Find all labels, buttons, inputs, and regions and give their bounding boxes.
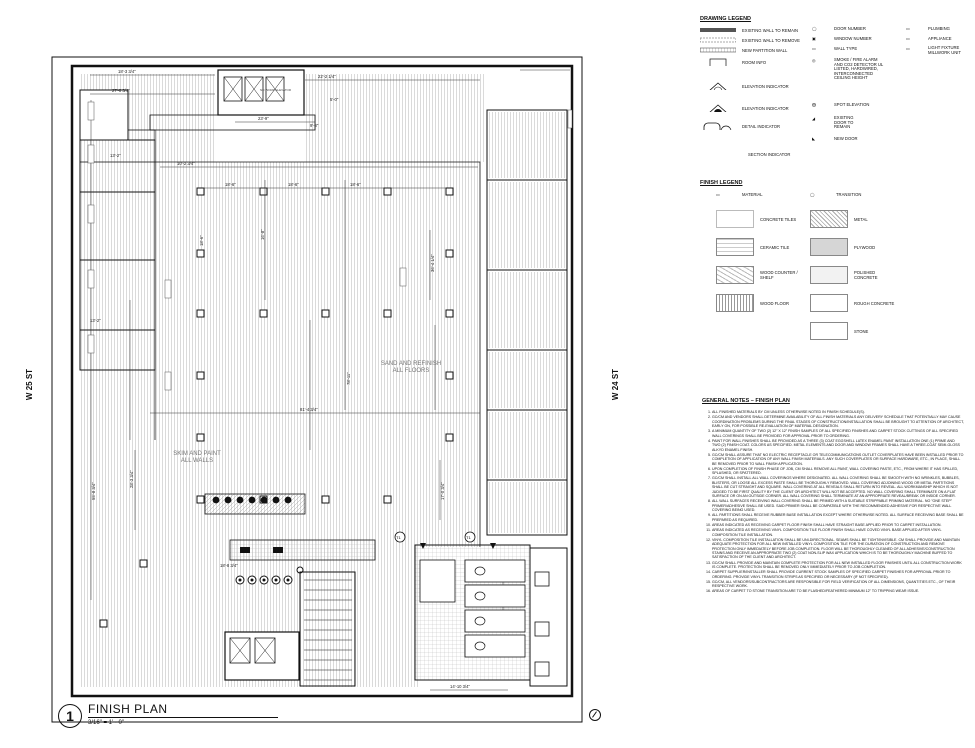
note-item: 6. UPON COMPLETION OF FINISH PHASE OF JOB, CM SHALL REMOVE ALL PAINT, WALL COVERING PASTE, ETC., FROM WHERE IT HAS SPILLED, SPLASHED, OR SPATTERED.	[712, 467, 964, 476]
dim-label: 28'-3 3/4"	[129, 470, 134, 488]
dim-label: 18'-6"	[288, 182, 299, 187]
legend-row	[716, 266, 800, 284]
dim-label: 16'-8"	[260, 229, 265, 240]
legend-label: LIGHT FIXTURE MILLWORK UNIT	[928, 45, 961, 55]
note-item: 10. AREAS INDICATED AS RECEIVING CARPET FLOOR FINISH SHALL HAVE STRAIGHT BASE APPLIED PRIOR TO CARPET INSTALLATION.	[712, 523, 964, 527]
legend-row	[700, 36, 800, 44]
new-door-icon: ◣	[812, 136, 816, 141]
legend-row	[812, 36, 872, 41]
appliance	[535, 622, 549, 636]
legend-label: WOOD FLOOR	[760, 300, 790, 306]
dim-label: 10'-2 3/4"	[177, 161, 195, 166]
legend-label: CERAMIC TILE	[760, 244, 790, 250]
legend-row	[748, 152, 790, 157]
dim-label: 78'-11"	[346, 372, 351, 385]
title-underline	[88, 717, 278, 718]
legend-label: PLUMBING	[928, 26, 950, 31]
note-item: 8. ALL WALL SURFACES RECEIVING WALL COVERING SHALL BE PRIMED WITH A SUITABLE STRIPPABLE PRIMING MATERIAL. NO "ONE STEP" PRIMER/ADHESIVE SHALL BE USED. SAID PRIMER SHALL BE COMPATIBLE WITH THE RECOMMENDED ADHESIVE FOR RESPECTIVE WALL COVERING BEING USED.	[712, 499, 964, 512]
legend-label: STONE	[854, 328, 869, 334]
dim-label: 18'-6"	[199, 235, 204, 246]
legend-row	[810, 238, 875, 256]
legend-row	[810, 192, 861, 197]
dim-label: 17'-0 3/4"	[440, 482, 445, 500]
ceramic-tile-swatch	[716, 238, 754, 256]
stone-swatch	[810, 322, 848, 340]
existing-door-icon: ◢	[812, 116, 816, 121]
general-notes-title: GENERAL NOTES – FINISH PLAN	[702, 398, 790, 404]
north-arrow-icon	[589, 709, 601, 721]
transition-tag-icon: ◯	[810, 192, 815, 197]
dim-label: 13'-2"	[90, 318, 101, 323]
note-item: 16. AREAS OF CARPET TO STONE TRANSITION ARE TO BE FLASHED/FEATHERED MINIMUM 12" TO TRIPPING WEAR ISSUE.	[712, 589, 964, 593]
legend-row	[906, 36, 952, 41]
top-right-area	[305, 74, 485, 162]
note-item: 13. GC/CM SHALL PROVIDE AND MAINTAIN COMPLETE PROTECTION FOR ALL NEW INSTALLED FLOOR FINISHES UNTIL ALL CONSTRUCTION WORK IS COMPLETE. PROTECTION SHALL BE REMOVED ONLY IMMEDIATELY PRIOR TO JOB COMPLETION.	[712, 561, 964, 570]
svg-text:T1: T1	[466, 535, 471, 540]
door-number-icon: ◯	[812, 26, 817, 31]
elevation-indicator-icon	[700, 82, 736, 90]
sand-refinish-annotation: SAND AND REFINISH ALL FLOORS	[380, 361, 442, 374]
legend-label: PLYWOOD	[854, 244, 876, 250]
drawing-legend	[700, 16, 970, 157]
note-item: 3. A MINIMUM QUANTITY OF TWO (2) 12" X 12" FINISH SAMPLES OF ALL SPECIFIED FINISHES AND CARPET STOCK CUTTINGS OF ALL SPECIFIED WALL COVERINGS SHALL BE PROVIDED FOR APPROVAL PRIOR TO ORDERING.	[712, 429, 964, 438]
window-number-icon: ▣	[812, 36, 816, 41]
legend-row	[810, 322, 868, 340]
dim-label: 18'-8 3/4"	[220, 563, 238, 568]
general-notes-list	[702, 410, 964, 594]
legend-row	[812, 102, 869, 107]
new-partition-icon	[700, 46, 736, 54]
note-item: 11. AREAS INDICATED AS RECEIVING VINYL COMPOSITION TILE FLOOR FINISH SHALL HAVE COVED VINYL BASE APPLIED AFTER VINYL COMPOSITION TILE INSTALLATION.	[712, 528, 964, 537]
drawing-legend-title: DRAWING LEGEND	[700, 16, 752, 22]
note-item: 4. PAINT FOR WALL FINISHES SHALL BE PROVIDED AS A THREE (3) COAT EGGSHELL LATEX ENAMEL PAINT INSTALLATION ONE (1) PRIME AND TWO (2) FINISH COAT. COLORS AS SPECIFIED. METAL ELEMENTS AND DOOR AND WINDOW FRAMES SHALL HAVE A THREE-COAT SEMI-GLOSS ALKYD ENAMEL FINISH.	[712, 439, 964, 452]
legend-label: WALL TYPE	[834, 46, 858, 51]
dim-label: 27'-8 3/4"	[112, 88, 130, 93]
note-item: 2. GC/CM AND VENDORS SHALL DETERMINE AVAILABILITY OF ALL FINISH MATERIALS ANY DELIVERY SCHEDULE THAT POTENTIALLY MAY CAUSE COORDINATION PROBLEMS DURING THE FINAL STAGES OF CONSTRUCTION/INSTALLATION SHALL BE BROUGHT TO ATTENTION OF ARCHITECT, EARLY ON, FOR POSSIBLE RE-EVALUATION OF MATERIAL DESIGNATION.	[712, 415, 964, 428]
legend-label: METAL	[854, 216, 868, 222]
legend-label: NEW DOOR	[834, 136, 858, 141]
legend-row	[812, 116, 866, 130]
dim-label: 23'-9"	[258, 116, 269, 121]
legend-label: DOOR NUMBER	[834, 26, 866, 31]
finish-legend	[700, 180, 970, 334]
appliance-icon: ▭	[906, 36, 910, 41]
dim-label: 13'-2"	[110, 153, 121, 158]
wood-floor-swatch	[716, 294, 754, 312]
legend-row	[716, 238, 789, 256]
material-tag-icon: ▭	[716, 192, 720, 197]
sheet-title: FINISH PLAN	[88, 702, 168, 716]
note-item: 7. GC/CM SHALL INSTALL ALL WALL COVERINGS WHERE DESIGNATED. ALL WALL COVERING SHALL BE SMOOTH WITH NO WRINKLES, BUBBLES, BLISTERS, OR LOOSE ALL EXCESS PASTE SHALL BE THOROUGHLY REMOVED. WALL COVERING ADJOINING WOOD OR METAL PARTITIONS SHALL BE CUT STRAIGHT AND SQUARE. WALL COVERING AT ALL REVEALS SHALL RETURN INTO REVEAL. ALL WORKMANSHIP WHICH IS NOT JUDGED TO BE FIRST QUALITY BY THE CLIENT OR ARCHITECT WILL NOT BE ACCEPTED. NO WALL COVERING SHALL TERMINATE ON A FLAT SURFACE OR ON AN OUTSIDE CORNER. ALL WALL COVERING SHALL TERMINATE AT AN APPROPRIATE REVEAL/BREAK OR INSIDE CORNER.	[712, 476, 964, 498]
legend-row	[700, 46, 787, 54]
note-item: 12. VINYL COMPOSITION TILE INSTALLATION SHALL BE UNI-DIRECTIONAL. SEAMS SHALL BE TIGHT/INVISIBLE. CM SHALL PROVIDE AND MAINTAIN ADEQUATE PROTECTION FOR ALL NEW INSTALLED VINYL COMPOSITION TILE FOR THE DURATION OF CONSTRUCTION AND REMOVE PROTECTION ONLY IMMEDIATELY BEFORE JOB COMPLETION. FLOOR WILL BE THOROUGHLY CLEANED OF ALL ADHESIVE/CONSTRUCTION STAINS AND RECEIVE AN APPROPRIATE TWO (2) COAT NON-SLIP WAX APPLICATION WHICH IS TO BE THOROUGHLY MACHINE BUFFED TO SATISFACTION OF THE CLIENT AND ARCHITECT.	[712, 538, 964, 560]
legend-row	[700, 82, 789, 90]
dim-label: 5'-0"	[330, 97, 339, 102]
dim-label: 18'-3 3/4"	[118, 69, 136, 74]
legend-row	[716, 210, 796, 228]
legend-label: SECTION INDICATOR	[748, 152, 791, 157]
concrete-tile-swatch	[716, 210, 754, 228]
dim-label: 81'-4 3/4"	[300, 407, 318, 412]
legend-row	[812, 136, 858, 141]
light-fixture-icon: ▭	[906, 46, 910, 51]
smoke-detector-icon: ◎	[812, 58, 816, 63]
legend-label: TRANSITION	[836, 192, 862, 197]
legend-row	[812, 58, 884, 81]
reception-counter	[205, 494, 305, 514]
sheet-number: 1	[58, 704, 82, 728]
legend-row	[812, 26, 866, 31]
legend-row	[810, 294, 894, 312]
street-label-east: W 24 ST	[611, 368, 621, 401]
dim-label: 9'-8"	[310, 123, 319, 128]
main-floor-area	[80, 162, 480, 547]
legend-label: ELEVATION INDICATOR	[742, 83, 789, 89]
legend-row	[812, 46, 857, 51]
legend-row	[810, 266, 894, 284]
dim-label: 18'-6"	[225, 182, 236, 187]
removed-wall-icon	[700, 36, 736, 44]
legend-row	[810, 210, 868, 228]
legend-row	[700, 26, 798, 34]
legend-label: APPLIANCE	[928, 36, 952, 41]
street-label-west: W 25 ST	[25, 368, 35, 401]
legend-label: WOOD COUNTER / SHELF	[760, 270, 798, 280]
general-notes	[702, 398, 964, 595]
legend-label: NEW PARTITION WALL	[742, 47, 788, 53]
legend-label: POLISHED CONCRETE	[854, 270, 878, 280]
legend-label: ROOM INFO	[742, 59, 767, 65]
svg-text:T1: T1	[396, 535, 401, 540]
finish-legend-title: FINISH LEGEND	[700, 180, 743, 186]
plumbing-icon: ▭	[906, 26, 910, 31]
note-item: 15. GC/CM, ALL VENDORS/SUBCONTRACTORS ARE RESPONSIBLE FOR FIELD VERIFICATION OF ALL DIMENSIONS, QUANTITIES ETC., OF THEIR RESPECTIVE WORK.	[712, 580, 964, 589]
note-item: 14. CARPET SUPPLIER/INSTALLER SHALL PROVIDE CURRENT STOCK SAMPLES OF SPECIFIED CARPET FINISHES FOR APPROVAL PRIOR TO ORDERING. PROVIDE VINYL TRANSITION STRIPS AS SPECIFIED OR NECESSARY (IF NOT SPECIFIED).	[712, 570, 964, 579]
legend-label: DETAIL INDICATOR	[742, 123, 781, 129]
legend-label: ROUGH CONCRETE	[854, 300, 895, 306]
legend-row	[906, 26, 950, 31]
polished-concrete-swatch	[810, 266, 848, 284]
rough-concrete-swatch	[810, 294, 848, 312]
skim-paint-annotation: SKIM AND PAINT ALL WALLS	[173, 451, 221, 464]
appliance	[535, 662, 549, 676]
metal-swatch	[810, 210, 848, 228]
legend-row	[716, 294, 789, 312]
legend-label: WINDOW NUMBER	[834, 36, 872, 41]
legend-row	[700, 58, 766, 66]
plywood-swatch	[810, 238, 848, 256]
sheet-scale: 3/16" = 1' - 0"	[88, 720, 124, 726]
legend-row	[716, 192, 763, 197]
dim-label: 36'-4 1/4"	[430, 254, 435, 272]
detail-indicator-icon	[700, 122, 736, 130]
appliance	[535, 572, 549, 586]
wood-counter-swatch	[716, 266, 754, 284]
legend-row	[700, 104, 789, 112]
spot-elevation-icon: ⨁	[812, 102, 817, 107]
room-info-icon	[700, 58, 736, 66]
note-item: 9. ALL PARTITIONS SHALL RECEIVE RUBBER BASE INSTALLATION EXCEPT WHERE OTHERWISE NOTED. ALL SURFACE RECEIVING BASE SHALL BE PREPARED AS REQUIRED.	[712, 513, 964, 522]
legend-label: CONCRETE TILES	[760, 216, 797, 222]
legend-label: EXISTING WALL TO REMOVE	[742, 37, 800, 43]
legend-label: SPOT ELEVATION	[834, 102, 870, 107]
dim-label: 18'-6"	[350, 182, 361, 187]
legend-row	[906, 46, 968, 55]
legend-label: EXISTING DOOR TO REMAIN	[834, 115, 854, 130]
wall-type-icon: ▭	[812, 46, 816, 51]
svg-text:NO WORK ELEVATOR: NO WORK ELEVATOR	[260, 88, 292, 92]
legend-row	[700, 122, 780, 130]
dim-label: 22'-2 1/4"	[318, 74, 336, 79]
dim-label: 55'-8 3/4"	[91, 482, 96, 500]
dim-label: 14'-10 3/4"	[450, 684, 470, 689]
legend-label: ELEVATION INDICATOR	[742, 105, 789, 111]
legend-label: MATERIAL	[742, 192, 763, 197]
elevation-indicator-icon	[700, 104, 736, 112]
lower-elevator-core	[225, 632, 299, 680]
existing-wall-icon	[700, 26, 736, 34]
sheet-title-block	[58, 700, 278, 740]
legend-label: EXISTING WALL TO REMAIN	[742, 27, 799, 33]
note-item: 1. ALL FINISHED MATERIALS BY CM UNLESS OTHERWISE NOTED IN FINISH SCHEDULE(S).	[712, 410, 964, 414]
bar-area	[230, 540, 375, 560]
note-item: 5. GC/CM SHALL ASSURE THAT NO ELECTRIC RECEPTACLE OR TELECOMMUNICATIONS OUTLET COVERPLATES HAVE BEEN INSTALLED PRIOR TO COMPLETION OF APPLICATION OF ANY WALL FINISH MATERIALS. ANY SUCH COVERPLATES OR SURFACE HARDWARE, ETC., IN PLACE, SHALL BE REMOVED PRIOR TO WALL FINISH APPLICATION.	[712, 453, 964, 466]
legend-label: SMOKE / FIRE ALARM AND CO2 DETECTOR UL LISTED, HARDWIRED, INTERCONNECTED CEILING HEIGHT	[834, 57, 884, 81]
